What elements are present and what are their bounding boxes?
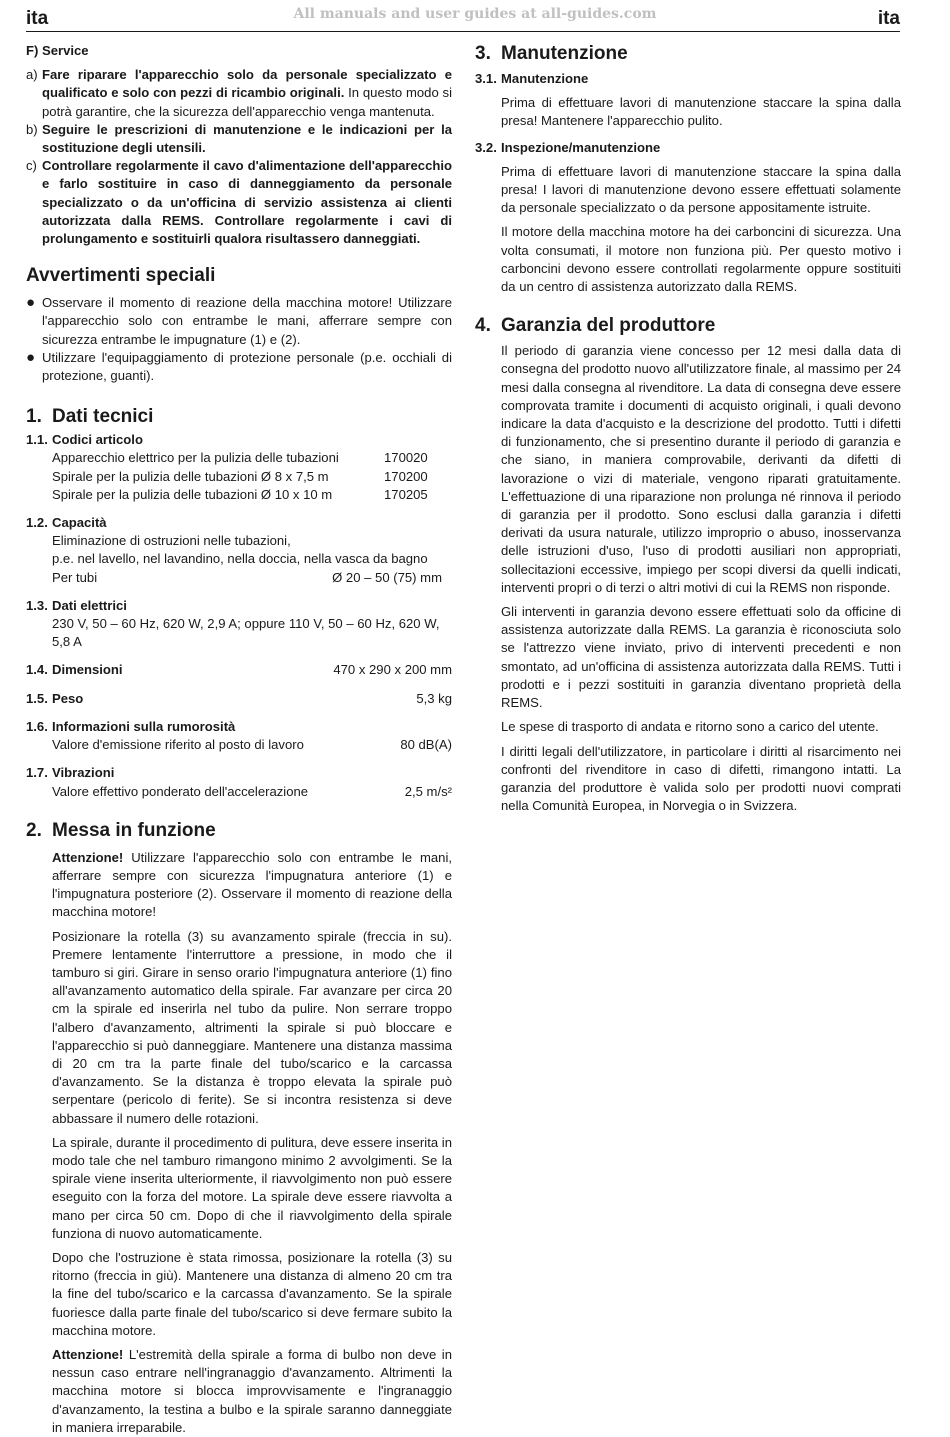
subsection-number: 3.2. xyxy=(475,139,497,155)
warning-text: Utilizzare l'equipaggiamento di protezione personale (p.e. occhiali di protezione, guanti). xyxy=(42,349,452,384)
article-desc: Spirale per la pulizia delle tubazioni Ø 10 x 10 m xyxy=(52,486,333,502)
subsection-title: Manutenzione xyxy=(501,71,589,86)
subsection-heading xyxy=(475,70,901,88)
capacity-pipes xyxy=(52,569,442,587)
service-item-c xyxy=(26,157,452,248)
startup-paragraph: Attenzione! Utilizzare l'apparecchio solo con entrambe le mani, afferrare sempre con sicurezza l'impugnatura anteriore (1) e l'impugnatura posteriore (2). Osservare il momento di reazione della macchina motore! xyxy=(52,849,452,920)
subsection-title: Codici articolo xyxy=(52,432,143,448)
attention-label: Attenzione! xyxy=(52,1346,124,1362)
startup-paragraph: Attenzione! L'estremità della spirale a forma di bulbo non deve in nessun caso entrare nell'ingranaggio d'avanzamento. Altrimenti la macchina motore si blocca improvvisamente e l'ingranaggio d'avanzamento, la testina a bulbo e la spirale saranno danneggiate in maniera irreparabile. xyxy=(52,1346,452,1435)
pipes-value: Ø 20 – 50 (75) mm xyxy=(332,569,442,585)
subsection-title: Dimensioni xyxy=(52,662,123,678)
dimensions-row xyxy=(26,661,452,679)
maintenance-text: Prima di effettuare lavori di manutenzione staccare la spina dalla presa! Mantenere l'apparecchio pulito. xyxy=(501,95,901,129)
warning-bullet xyxy=(26,294,452,349)
section-title: Manutenzione xyxy=(501,43,628,64)
section-heading xyxy=(475,314,901,338)
warranty-paragraph: Le spese di trasporto di andata e ritorno sono a carico del utente. xyxy=(501,719,879,735)
dimensions-value: 470 x 290 x 200 mm xyxy=(333,662,452,678)
subsection-number: 1.2. xyxy=(26,515,48,531)
article-desc: Spirale per la pulizia delle tubazioni Ø 8 x 7,5 m xyxy=(52,468,329,484)
weight-row xyxy=(26,690,452,708)
subsection-heading xyxy=(26,661,123,679)
noise-row xyxy=(26,736,452,754)
pipes-label: Per tubi xyxy=(52,569,98,585)
subsection-number: 1.7. xyxy=(26,765,48,781)
section-heading xyxy=(475,42,901,66)
section-title: Messa in funzione xyxy=(52,819,216,841)
article-row xyxy=(52,486,444,504)
subsection-number: 1.4. xyxy=(26,662,48,678)
section-number: 3. xyxy=(475,43,491,64)
noise-label: Valore d'emissione riferito al posto di lavoro xyxy=(52,737,304,753)
page-header xyxy=(0,6,950,32)
subsection-title: Inspezione/manutenzione xyxy=(501,139,661,155)
service-item-bold: Seguire le prescrizioni di manutenzione e le indicazioni per la sostituzione degli utensili. xyxy=(42,121,452,156)
electrical-data: 230 V, 50 – 60 Hz, 620 W, 2,9 A; oppure 110 V, 50 – 60 Hz, 620 W, 5,8 A xyxy=(52,616,440,650)
section-number: 2. xyxy=(26,819,42,841)
subsection-number: 3.1. xyxy=(475,71,497,86)
vibration-value: 2,5 m/s² xyxy=(404,783,452,799)
subsection-number: 1.6. xyxy=(26,718,48,734)
service-item-b xyxy=(26,121,452,157)
article-desc: Apparecchio elettrico per la pulizia delle tubazioni xyxy=(52,450,339,466)
maintenance-section xyxy=(475,42,901,296)
header-rule xyxy=(26,31,900,32)
startup-paragraph: Dopo che l'ostruzione è stata rimossa, posizionare la rotella (3) su ritorno (freccia in giù). Mantenere una distanza di almeno 20 cm tra la fine del tubo/scarico e la carcassa d'avanzamento. Se la spirale fuoriesce dalla parte finale del tubo/scarico si deve fermare subito la macchina motore. xyxy=(52,1249,452,1338)
subsection-heading xyxy=(26,431,452,449)
left-column xyxy=(26,42,452,1437)
section-title: Dati tecnici xyxy=(52,406,154,428)
section-number: 1. xyxy=(26,406,42,428)
section-heading xyxy=(26,405,452,429)
capacity-block xyxy=(26,532,452,587)
startup-paragraph: La spirale, durante il procedimento di pulitura, deve essere inserita in modo tale che nel tamburo rimangono minimo 2 avvolgimenti. Se la spirale viene inserita ulteriormente, il riavvolgimento non può essere eseguito con la forza del motore. La spirale deve essere riavvolta a mano per circa 50 cm. Dopo di che il riavvolgimento della spirale funziona di nuovo automaticamente. xyxy=(52,1134,452,1241)
bullet-icon: ● xyxy=(26,348,36,366)
subsection-heading xyxy=(26,764,452,782)
right-column xyxy=(475,42,901,815)
bullet-icon: ● xyxy=(26,294,36,312)
inspection-paragraph: Prima di effettuare lavori di manutenzione staccare la spina dalla presa! I lavori di manutenzione devono essere effettuati solamente da personale specializzato o da persone appositamente istruite. xyxy=(501,163,901,216)
language-code-right: ita xyxy=(877,8,900,29)
warning-bullet xyxy=(26,349,452,385)
subsection-heading xyxy=(26,718,452,736)
subsection-number: 1.1. xyxy=(26,432,48,448)
startup-paragraph: Posizionare la rotella (3) su avanzamento spirale (freccia in su). Premere lentamente l'interruttore a pressione, in modo che il tamburo si giri. Girare in senso orario l'impugnatura anteriore (1) fino all'avanzamento automatico della spirale. Far avanzare per circa 20 cm la spirale ed inserirla nel tubo da pulire. Non serrare troppo l'albero d'avanzamento, altrimenti la spirale si può bloccare e l'apparecchio si può danneggiare. Mantenere una distanza massima di 20 cm tra la parte finale del tubo/scarico e la carcassa d'avanzamento. Se la distanza è troppo elevata la spirale può serpentare (pericolo di ferite). Se si incontra resistenza si deve abbassare il numero delle rotazioni. xyxy=(52,928,452,1126)
section-heading xyxy=(26,819,452,843)
vibration-label: Valore effettivo ponderato dell'accelerazione xyxy=(52,783,309,799)
subsection-heading xyxy=(475,139,901,157)
service-item-label: c) xyxy=(26,158,37,174)
startup-section xyxy=(26,819,452,1437)
attention-label: Attenzione! xyxy=(52,849,124,865)
article-row xyxy=(52,449,444,467)
subsection-title: Dati elettrici xyxy=(52,597,127,613)
service-title: F) Service xyxy=(26,43,89,58)
capacity-line: Eliminazione di ostruzioni nelle tubazioni, xyxy=(52,533,291,549)
inspection-paragraph: Il motore della macchina motore ha dei carboncini di sicurezza. Una volta consumati, il motore non funziona più. Per questo motivo i carboncini devono essere controllati regolarmente oppure sostituiti da un centro di assistenza autorizzato dalla REMS. xyxy=(501,224,901,295)
warranty-paragraph: Gli interventi in garanzia devono essere effettuati solo da officine di assistenza autorizzate dalla REMS. La garanzia è riconosciuta solo se l'attrezzo viene inviato, privo di interventi precedenti e non smontato, ad un'officina di assistenza autorizzata dalla REMS. Tutti i prodotti e i pezzi sostituiti in garanzia diventano proprietà della REMS. xyxy=(501,604,901,711)
noise-value: 80 dB(A) xyxy=(400,737,452,753)
weight-value: 5,3 kg xyxy=(416,690,452,706)
vibration-row xyxy=(26,783,452,801)
service-item-text: In questo modo si potrà garantire, che la sicurezza dell'apparecchio venga mantenuta. xyxy=(42,85,453,119)
watermark: All manuals and user guides at all-guides.com xyxy=(293,6,657,22)
subsection-heading xyxy=(26,514,452,532)
section-title: Garanzia del produttore xyxy=(501,315,716,337)
warnings-title: Avvertimenti speciali xyxy=(26,265,216,287)
article-row xyxy=(52,468,444,486)
subsection-title: Informazioni sulla rumorosità xyxy=(52,718,236,734)
warranty-paragraph: Il periodo di garanzia viene concesso per 12 mesi dalla data di consegna del prodotto nuovo all'utilizzatore finale, al massimo per 24 mesi dalla consegna al rivenditore. La data di consegna deve essere comprovata tramite i documenti di acquisto originali, i quali devono indicare la data d'acquisto e la descrizione del prodotto. Tutti i difetti di funzionamento, che si presentino durante il periodo di garanzia e che siano, in maniera comprovabile, derivanti da difetti di lavorazione o vizi di materiale, vengono riparati gratuitamente. L'effettuazione di una riparazione non prolunga né rinnova il periodo di garanzia per il prodotto. Sono esclusi dalla garanzia i difetti derivati da usura naturale, utilizzo improprio o abuso, inosservanza delle istruzioni d'uso, l'uso di prodotti ausiliari non appropriati, sollecitazioni eccessive, impiego per scopi diversi da quelli indicati, interventi propri o di terzi o altri motivi di cui la REMS non risponde. xyxy=(501,343,901,595)
section-number: 4. xyxy=(475,315,491,337)
article-code: 170200 xyxy=(384,468,428,484)
subsection-number: 1.3. xyxy=(26,597,48,613)
service-item-a xyxy=(26,66,452,121)
service-item-bold: Fare riparare l'apparecchio solo da personale specializzato e qualificato e solo con pezzi di ricambio originali. xyxy=(42,67,452,101)
capacity-line: p.e. nel lavello, nel lavandino, nella doccia, nella vasca da bagno xyxy=(52,551,428,567)
warranty-paragraph: I diritti legali dell'utilizzatore, in particolare i diritti al risarcimento nei confronti del rivenditore in caso di difetti, rimangono intatti. La garanzia del produttore è valida solo per prodotti nuovi comprati nella Comunità Europea, in Norvegia o in Svizzera. xyxy=(501,743,901,814)
service-item-label: b) xyxy=(26,121,38,137)
technical-data-section xyxy=(26,405,452,800)
article-code: 170205 xyxy=(384,486,428,502)
warning-text: Osservare il momento di reazione della macchina motore! Utilizzare l'apparecchio solo con entrambe le mani, afferrare sempre con sicurezza entrambe le impugnature (1) e (2). xyxy=(42,295,452,347)
warranty-section xyxy=(475,314,901,815)
language-code-left: ita xyxy=(26,8,49,29)
subsection-number: 1.5. xyxy=(26,690,48,706)
subsection-title: Peso xyxy=(52,690,84,706)
subsection-heading xyxy=(26,690,83,708)
warnings-section xyxy=(26,264,452,385)
subsection-title: Capacità xyxy=(52,515,107,531)
service-item-bold: Controllare regolarmente il cavo d'alimentazione dell'apparecchio e farlo sostituire in caso di danneggiamento da personale specializzato o da un'officina di servizio assistenza ai clienti autorizzata dalla REMS. Controllare regolarmente i cavi di prolungamento e sostituirli qualora risultassero danneggiati. xyxy=(42,158,452,247)
subsection-heading xyxy=(26,597,452,615)
article-code: 170020 xyxy=(384,450,428,466)
service-section xyxy=(26,42,452,248)
article-codes xyxy=(26,449,452,504)
service-item-label: a) xyxy=(26,67,38,83)
subsection-title: Vibrazioni xyxy=(52,765,115,781)
